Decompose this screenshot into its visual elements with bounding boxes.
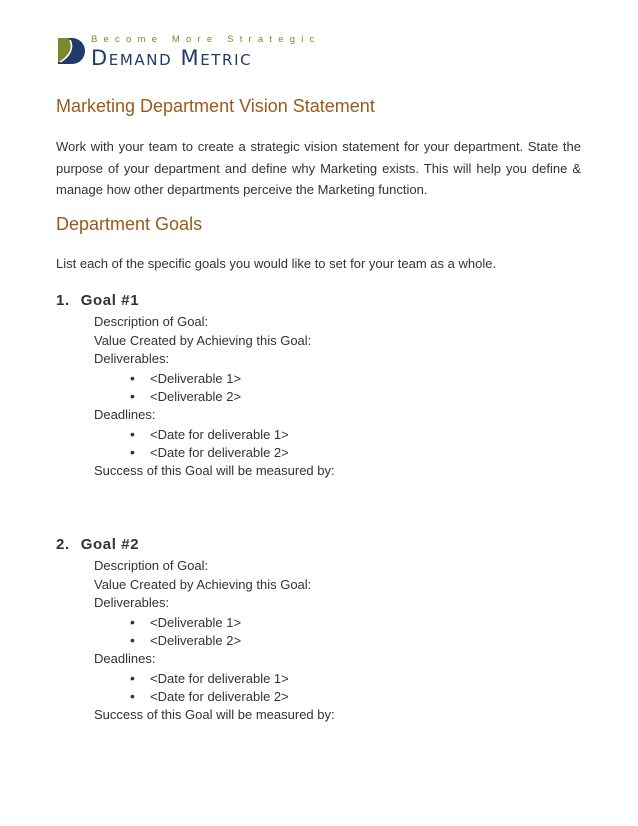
bullet-icon: •: [130, 444, 135, 460]
logo-name: Demand Metric: [91, 46, 253, 70]
deliverable-item: [130, 388, 241, 404]
goal-deadlines-label: Deadlines:: [94, 651, 156, 666]
goal-value-label: Value Created by Achieving this Goal:: [94, 333, 312, 348]
bullet-icon: •: [130, 688, 135, 704]
goal-value-label: Value Created by Achieving this Goal:: [94, 577, 312, 592]
deadline-text: <Date for deliverable 2>: [150, 445, 289, 460]
deliverable-item: [130, 614, 241, 630]
deliverable-text: <Deliverable 2>: [150, 389, 242, 404]
deadline-item: [130, 444, 289, 460]
goal-success-label: Success of this Goal will be measured by:: [94, 463, 335, 478]
bullet-icon: •: [130, 632, 135, 648]
deliverable-text: <Deliverable 2>: [150, 633, 242, 648]
demand-metric-logo-icon: [56, 36, 86, 66]
deadline-text: <Date for deliverable 1>: [150, 671, 289, 686]
deliverable-item: [130, 370, 241, 386]
goal-title: Goal #2: [80, 536, 140, 553]
goal-description-label: Description of Goal:: [94, 314, 209, 329]
deadline-item: [130, 688, 289, 704]
deliverable-item: [130, 632, 241, 648]
goal-description-label: Description of Goal:: [94, 558, 209, 573]
deliverable-text: <Deliverable 1>: [150, 371, 242, 386]
intro-paragraph: Work with your team to create a strategic vision statement for your department. State the purpose of your department and define why Marketing exists. This will help you define & manage how other departments perceive the Marketing function.: [56, 139, 581, 197]
deadline-item: [130, 426, 289, 442]
bullet-icon: •: [130, 614, 135, 630]
goal-heading: [56, 292, 139, 309]
bullet-icon: •: [130, 670, 135, 686]
goal-heading: [56, 536, 139, 553]
goal-title: Goal #1: [80, 292, 140, 309]
bullet-icon: •: [130, 370, 135, 386]
logo: [56, 32, 321, 72]
goal-number: 2.: [56, 536, 70, 553]
deliverable-text: <Deliverable 1>: [150, 615, 242, 630]
goal-deliverables-label: Deliverables:: [94, 351, 170, 366]
deadline-text: <Date for deliverable 2>: [150, 689, 289, 704]
goal-number: 1.: [56, 292, 70, 309]
deadline-item: [130, 670, 289, 686]
goals-intro-text: List each of the specific goals you would like to set for your team as a whole.: [56, 256, 497, 271]
bullet-icon: •: [130, 388, 135, 404]
logo-tagline: Become More Strategic: [91, 34, 321, 45]
department-goals-heading: Department Goals: [56, 214, 203, 234]
goal-success-label: Success of this Goal will be measured by:: [94, 707, 335, 722]
bullet-icon: •: [130, 426, 135, 442]
goal-deliverables-label: Deliverables:: [94, 595, 170, 610]
deadline-text: <Date for deliverable 1>: [150, 427, 289, 442]
goal-deadlines-label: Deadlines:: [94, 407, 156, 422]
page-title: Marketing Department Vision Statement: [56, 96, 375, 116]
